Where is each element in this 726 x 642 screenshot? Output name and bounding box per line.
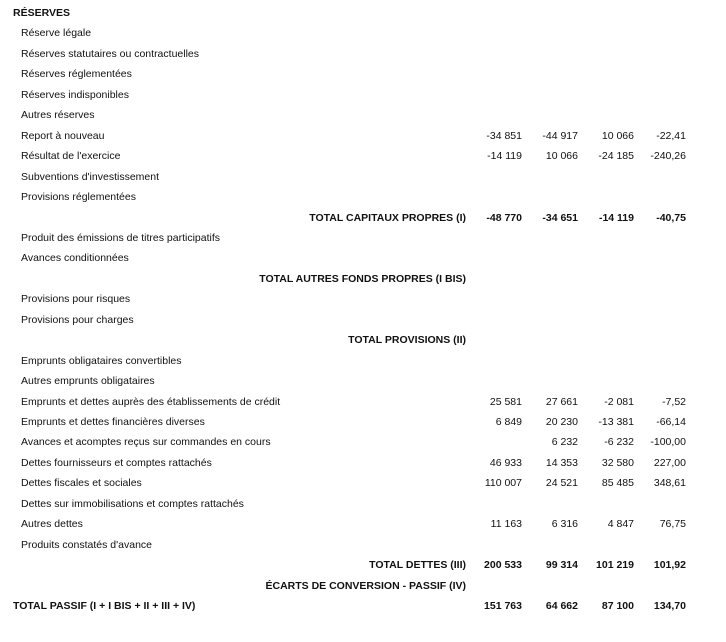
value-year-n-1: -44 917 (542, 129, 578, 142)
value-variation-percent: -100,00 (650, 436, 686, 449)
row-label: Avances et acomptes reçus sur commandes en cours (21, 436, 271, 449)
value-variation: -24 185 (598, 150, 634, 163)
total-row (0, 210, 726, 226)
value-year-n: 11 163 (490, 518, 522, 531)
table-row (0, 414, 726, 430)
table-row (0, 475, 726, 491)
value-variation-percent: -240,26 (650, 150, 686, 163)
total-row (0, 271, 726, 287)
table-row (0, 169, 726, 185)
value-year-n: -48 770 (486, 211, 522, 224)
total-label: TOTAL CAPITAUX PROPRES (I) (309, 211, 466, 224)
row-label: Réserves statutaires ou contractuelles (21, 47, 200, 60)
value-year-n-1: 6 316 (551, 518, 578, 531)
value-variation: 87 100 (601, 600, 634, 613)
table-row (0, 107, 726, 123)
row-label: Dettes fiscales et sociales (21, 477, 142, 490)
table-row (0, 455, 726, 471)
table-row (0, 148, 726, 164)
table-row (0, 516, 726, 532)
value-year-n: 151 763 (484, 600, 522, 613)
value-year-n-1: -34 651 (542, 211, 578, 224)
value-variation-percent: 76,75 (659, 518, 686, 531)
row-label: Report à nouveau (21, 129, 105, 142)
value-variation-percent: 101,92 (653, 559, 686, 572)
value-year-n-1: 20 230 (545, 416, 578, 428)
value-year-n: -14 119 (487, 150, 522, 163)
row-label: Provisions pour risques (21, 293, 131, 306)
section-title: RÉSERVES (13, 7, 70, 19)
table-row (0, 353, 726, 369)
table-row (0, 394, 726, 410)
total-label: TOTAL PROVISIONS (II) (348, 334, 466, 347)
row-label: Dettes fournisseurs et comptes rattachés (21, 456, 212, 469)
value-variation: 101 219 (596, 559, 634, 572)
value-variation-percent: 134,70 (653, 600, 686, 613)
table-row (0, 25, 726, 41)
value-year-n-1: 64 662 (545, 600, 578, 613)
row-label: Subventions d'investissement (21, 170, 159, 183)
value-year-n-1: 10 066 (545, 150, 578, 163)
value-variation: -6 232 (604, 436, 634, 449)
row-label: Réserve légale (21, 27, 92, 40)
table-row (0, 537, 726, 553)
value-variation: -13 381 (598, 416, 634, 428)
table-row (0, 189, 726, 205)
value-variation-percent: 348,61 (653, 477, 686, 490)
value-variation-percent: -22,41 (656, 129, 686, 142)
value-variation-percent: -7,52 (662, 395, 686, 408)
row-label: Provisions pour charges (21, 313, 134, 326)
value-year-n: 46 933 (489, 456, 522, 469)
row-label: Dettes sur immobilisations et comptes rattachés (21, 497, 244, 510)
row-label: Emprunts et dettes financières diverses (21, 416, 205, 428)
value-variation-percent: -40,75 (656, 211, 686, 224)
row-label: Produit des émissions de titres participatifs (21, 231, 221, 244)
total-row (0, 557, 726, 573)
total-label: TOTAL DETTES (III) (369, 559, 466, 572)
total-label: ÉCARTS DE CONVERSION - PASSIF (IV) (265, 579, 466, 592)
section-header-row (0, 5, 726, 21)
total-label: TOTAL PASSIF (I + I BIS + II + III + IV) (13, 600, 196, 613)
table-row (0, 250, 726, 266)
value-variation: -2 081 (604, 395, 634, 408)
value-year-n: 110 007 (484, 477, 522, 490)
value-year-n-1: 14 353 (545, 456, 578, 469)
value-variation: 4 847 (607, 518, 634, 531)
row-label: Résultat de l'exercice (21, 150, 121, 163)
table-row (0, 46, 726, 62)
table-row (0, 291, 726, 307)
value-year-n: 200 533 (484, 559, 522, 572)
table-row (0, 373, 726, 389)
row-label: Autres réserves (21, 109, 95, 122)
table-row (0, 434, 726, 450)
total-row (0, 598, 726, 614)
row-label: Autres dettes (21, 518, 83, 531)
value-year-n-1: 99 314 (545, 559, 578, 572)
total-row (0, 332, 726, 348)
value-year-n: 25 581 (489, 395, 522, 408)
row-label: Avances conditionnées (21, 252, 129, 265)
value-variation: 10 066 (601, 129, 634, 142)
table-row (0, 230, 726, 246)
value-year-n: 6 849 (495, 416, 522, 428)
row-label: Autres emprunts obligataires (21, 375, 155, 388)
table-row (0, 66, 726, 82)
table-row (0, 128, 726, 144)
value-variation: 85 485 (601, 477, 634, 490)
value-variation: -14 119 (598, 211, 634, 224)
value-variation-percent: -66,14 (656, 416, 686, 428)
row-label: Emprunts obligataires convertibles (21, 354, 182, 367)
row-label: Emprunts et dettes auprès des établissements de crédit (21, 395, 281, 408)
table-row (0, 87, 726, 103)
total-label: TOTAL AUTRES FONDS PROPRES (I BIS) (259, 272, 466, 285)
value-year-n-1: 27 661 (545, 395, 578, 408)
table-row (0, 312, 726, 328)
row-label: Réserves réglementées (21, 68, 132, 81)
table-row (0, 496, 726, 512)
row-label: Produits constatés d'avance (21, 538, 152, 551)
row-label: Réserves indisponibles (21, 88, 129, 101)
value-variation-percent: 227,00 (653, 456, 686, 469)
row-label: Provisions réglementées (21, 191, 136, 204)
value-year-n-1: 6 232 (551, 436, 578, 449)
value-variation: 32 580 (601, 456, 634, 469)
value-year-n: -34 851 (486, 129, 522, 142)
value-year-n-1: 24 521 (545, 477, 578, 490)
total-row (0, 578, 726, 594)
